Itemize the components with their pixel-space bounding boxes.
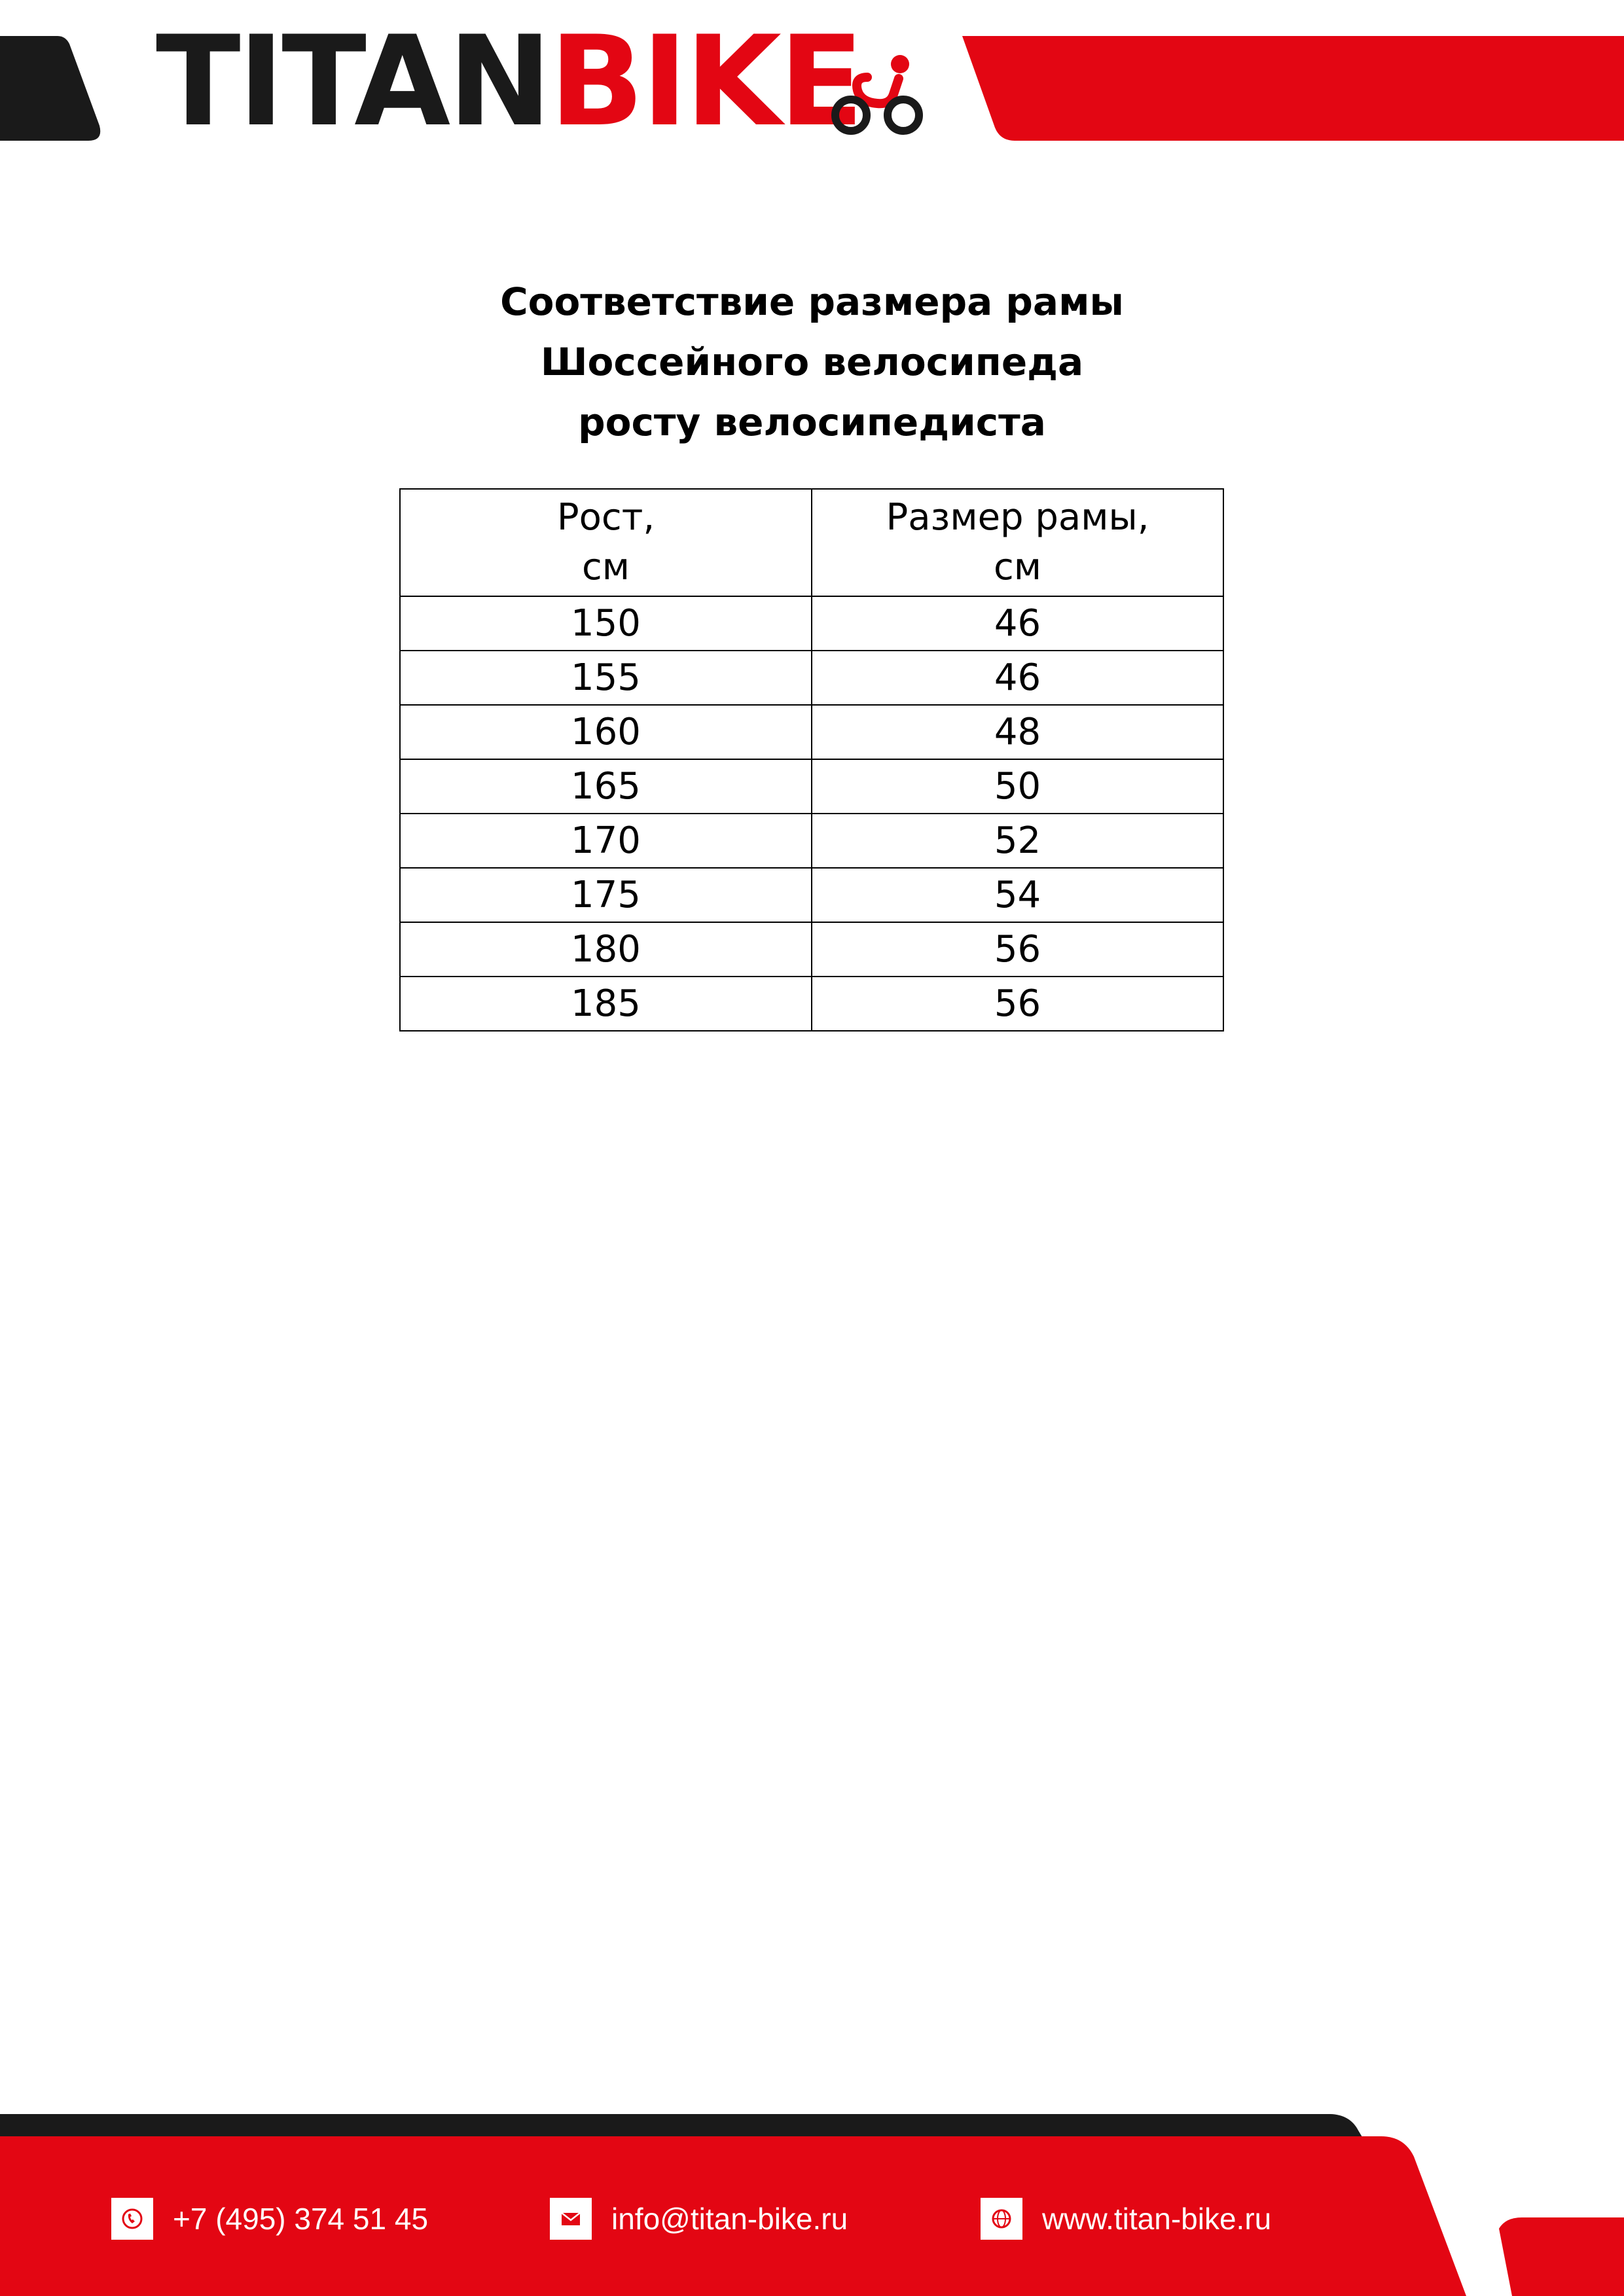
cell-height: 160 [400,705,812,759]
header-frame-line-2: см [993,546,1042,588]
cell-height: 170 [400,814,812,868]
title-line-2: Шоссейного велосипеда [540,340,1084,384]
table-row [400,596,1223,651]
header-height [400,489,812,596]
website-text: www.titan-bike.ru [1042,2202,1272,2236]
title-line-1: Соответствие размера рамы [500,279,1124,324]
title-line-3: росту велосипедиста [578,400,1046,444]
table-row [400,759,1223,814]
footer-email[interactable] [550,2196,848,2242]
footer-website[interactable] [981,2196,1271,2242]
cell-height: 150 [400,596,812,651]
header-height-line-2: см [581,546,630,588]
logo-text-red: BIKE [549,9,861,154]
cell-frame: 54 [812,868,1223,922]
table-row [400,651,1223,705]
header-red-band [962,36,1624,141]
cell-height: 165 [400,759,812,814]
cell-frame: 56 [812,977,1223,1031]
cell-frame: 52 [812,814,1223,868]
page-title [0,272,1624,452]
cell-height: 185 [400,977,812,1031]
cell-frame: 48 [812,705,1223,759]
brand-logo [156,9,861,154]
cell-height: 155 [400,651,812,705]
phone-icon [111,2198,153,2240]
mail-icon [550,2198,592,2240]
cell-frame: 50 [812,759,1223,814]
header-frame-size [812,489,1223,596]
table-row [400,705,1223,759]
table-row [400,814,1223,868]
email-text: info@titan-bike.ru [611,2202,848,2236]
cell-frame: 56 [812,922,1223,977]
table-header-row [400,489,1223,596]
header-frame-line-1: Размер рамы, [886,496,1149,539]
logo-text-dark: TITAN [156,9,550,154]
frame-size-table [399,488,1224,1031]
header-dark-tab [0,0,105,141]
footer-phone[interactable] [111,2196,428,2242]
phone-text: +7 (495) 374 51 45 [173,2202,429,2236]
table-row [400,868,1223,922]
cell-height: 175 [400,868,812,922]
cell-frame: 46 [812,651,1223,705]
header-height-line-1: Рост, [556,496,655,539]
cyclist-logo-icon [828,51,926,136]
globe-icon [981,2198,1022,2240]
cell-frame: 46 [812,596,1223,651]
table-row [400,977,1223,1031]
table-row [400,922,1223,977]
cell-height: 180 [400,922,812,977]
